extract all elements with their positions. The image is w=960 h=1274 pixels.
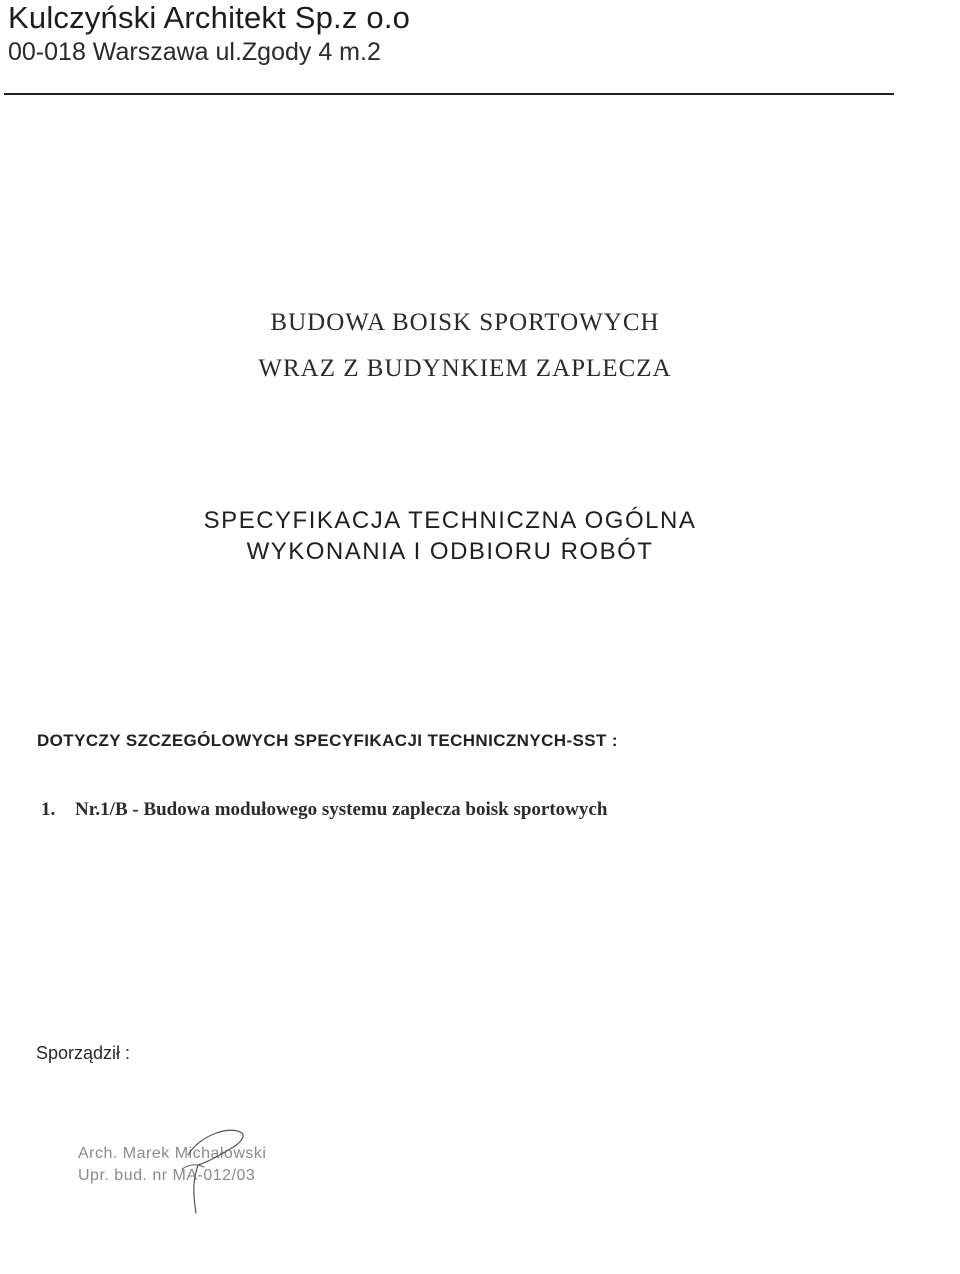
architect-stamp (70, 1125, 290, 1225)
list-item (41, 799, 607, 821)
concerns-heading: DOTYCZY SZCZEGÓLOWYCH SPECYFIKACJI TECHNICZNYCH-SST : (37, 731, 618, 750)
spec-title-line-1: SPECYFIKACJA TECHNICZNA OGÓLNA (203, 507, 697, 534)
spec-title-line-2: WYKONANIA I ODBIORU ROBÓT (246, 538, 654, 565)
stamp-line-2: Upr. bud. nr MA-012/03 (78, 1167, 256, 1184)
company-address: 00-018 Warszawa ul.Zgody 4 m.2 (8, 38, 381, 66)
list-item-text: Nr.1/B - Budowa modułowego systemu zaplecza boisk sportowych (75, 799, 608, 820)
list-item-number: 1. (41, 799, 56, 820)
prepared-by-label: Sporządził : (36, 1043, 131, 1063)
project-title-line-2: WRAZ Z BUDYNKIEM ZAPLECZA (258, 355, 672, 382)
header-divider (4, 93, 894, 95)
stamp-line-1: Arch. Marek Michałowski (78, 1145, 267, 1162)
project-title-line-1: BUDOWA BOISK SPORTOWYCH (270, 309, 660, 336)
company-name: Kulczyński Architekt Sp.z o.o (8, 0, 411, 35)
signature-icon (70, 1125, 290, 1225)
